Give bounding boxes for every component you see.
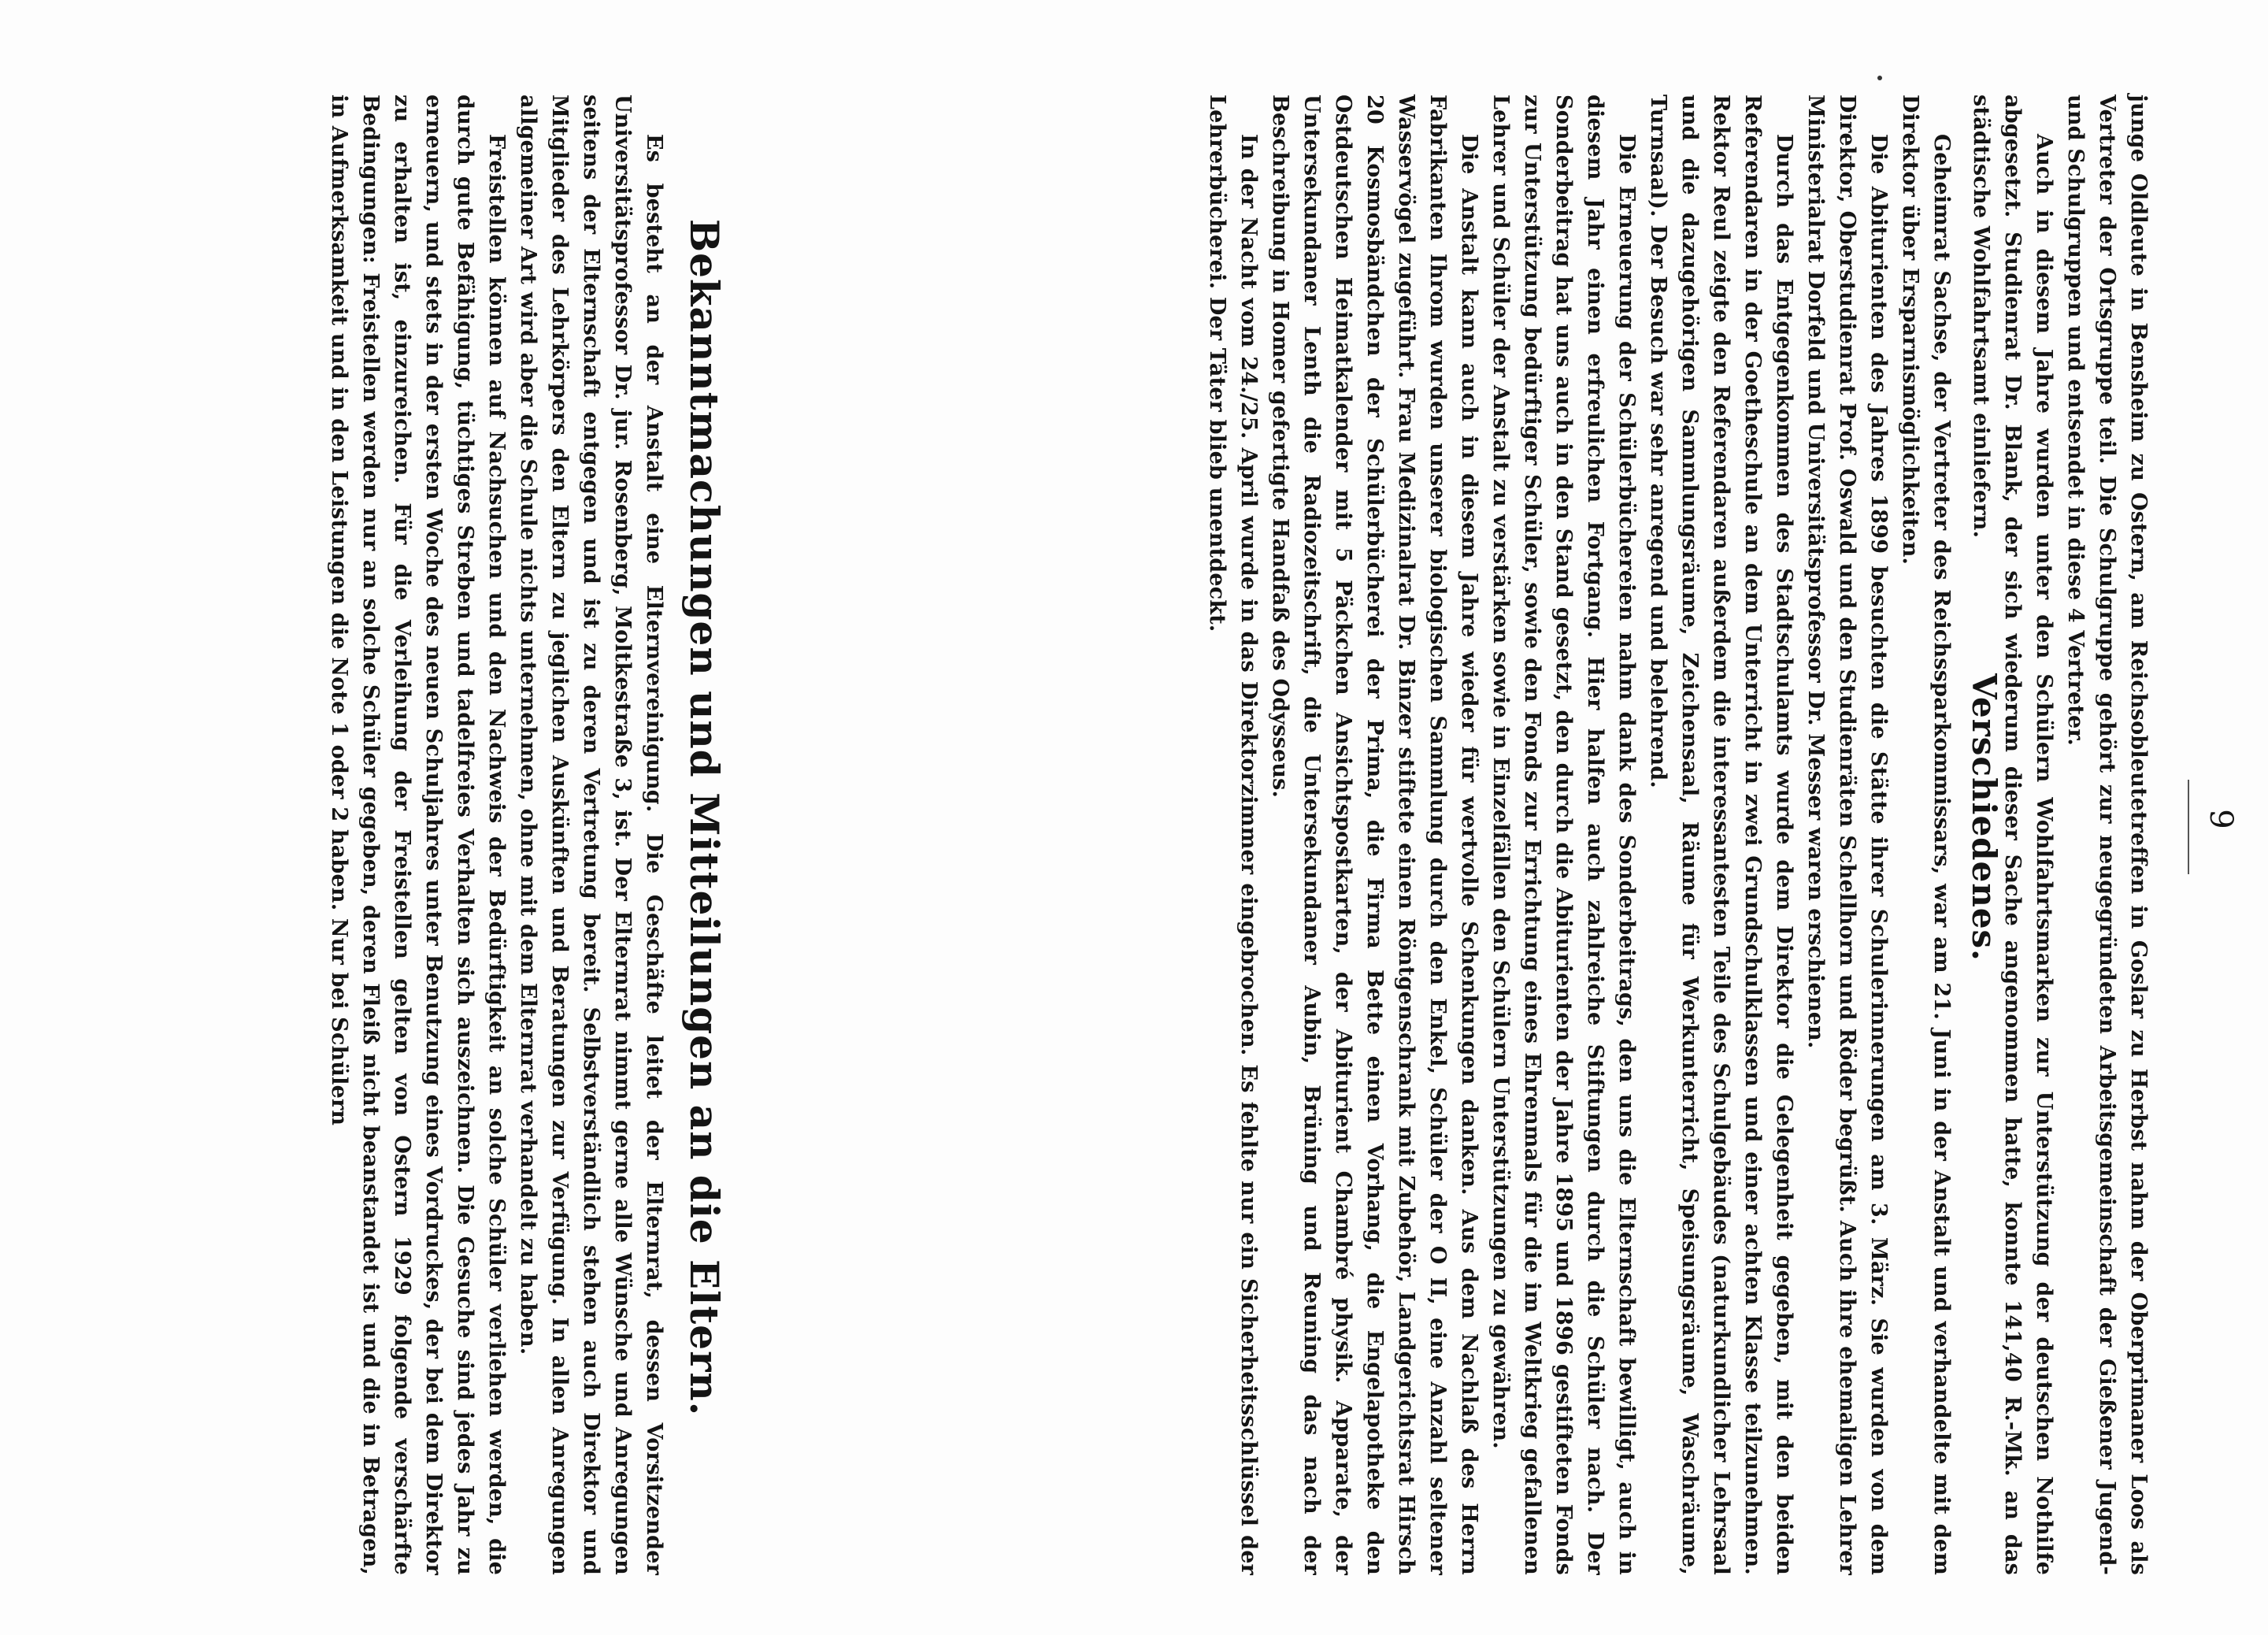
page-number: 9 bbox=[2203, 809, 2239, 829]
paragraph-stadtschulamt: Durch das Entgegenkommen des Stadtschulamts wurde dem Direktor die Gelegenheit gegeben, mit den beiden Referendaren in der Goetheschule an dem Unterricht in zwei Grundschulklassen und einer achten Klasse teilzunehmen. Rektor Reul zeigte den Referendaren außerdem die interessantesten Teile des Schulgebäudes (naturkundlicher Lehrsaal und die dazugehörigen Sammlungsräume, Zeichensaal, Räume für Werkunterricht, Speisungsräume, Waschräume, Turnsaal). Der Besuch war sehr anregend und belehrend. bbox=[1646, 95, 1796, 1575]
print-speck bbox=[1877, 76, 1882, 80]
page-number-rule bbox=[2188, 780, 2189, 874]
section-title-bekanntmachungen: Bekanntmachungen und Mitteilungen an die Eltern. bbox=[681, 218, 728, 1417]
section-verschiedenes bbox=[1201, 95, 1957, 1575]
intro-paragraph: junge Oldleute in Bensheim zu Ostern, am Reichsobleutetreffen in Goslar zu Herbst nahm der Oberprimaner Loos als Vertreter der Ortsgruppe teil. Die Schulgruppe gehört zur neugegründeten Arbeitsgemeinschaft der Gießener Jugend- und Schulgruppen und entsendet in diese 4 Vertreter. bbox=[2063, 95, 2151, 1575]
paragraph-schenkungen: Die Anstalt kann auch in diesem Jahre wieder für wertvolle Schenkungen danken. Aus dem Nachlaß des Herrn Fabrikanten Ihrom wurden unserer biologischen Sammlung durch den Enkel, Schüler der O II, eine Anzahl seltener Wasservögel zugeführt. Frau Medizinalrat Dr. Binzer stiftete einen Röntgenschrank mit Zubehör, Landgerichtsrat Hirsch 20 Kosmosbändchen der Schülerbücherei der Prima, die Firma Bette einen Vorhang, die Engelapotheke den Ostdeutschen Heimatkalender mit 5 Päckchen Ansichtspostkarten, der Abiturient Chambré physik. Apparate, der Untersekundaner Lenth die Radiozeitschrift, die Untersekundaner Aubin, Brüning und Reuning das nach der Beschreibung in Homer gefertigte Handfaß des Odysseus. bbox=[1268, 95, 1481, 1575]
intro-paragraph-welfare: Auch in diesem Jahre wurden unter den Schülern Wohlfahrtsmarken zur Unterstützung der deutschen Nothilfe abgesetzt. Studienrat Dr. Blank, der sich wiederum dieser Sache angenommen hatte, konnte 141,40 R.-Mk. an das städtische Wohlfahrtsamt einliefern. bbox=[1969, 95, 2056, 1575]
paragraph-schuelerbuechereien: Die Erneuerung der Schülerbüchereien nahm dank des Sonderbeitrags, den uns die Elternschaft bewilligt, auch in diesem Jahr einen erfreulichen Fortgang. Hier halfen auch zahlreiche Stiftungen durch die Schüler nach. Der Sonderbeitrag hat uns auch in den Stand gesetzt, den durch die Abiturienten der Jahre 1895 und 1896 gestifteten Fonds zur Unterstützung bedürftiger Schüler, sowie den Fonds zur Errichtung eines Ehrenmals für die im Weltkrieg gefallenen Lehrer und Schüler der Anstalt zu verstärken sowie in Einzelfällen den Schülern Unterstützungen zu gewähren. bbox=[1488, 95, 1639, 1575]
paragraph-elternvereinigung: Es besteht an der Anstalt eine Elternvereinigung. Die Geschäfte leitet der Elternrat, dessen Vorsitzender Universitätsprofessor Dr. jur. Rosenberg, Moltkestraße 3, ist. Der Elternrat nimmt gerne alle Wünsche und Anregungen seitens der Elternschaft entgegen und ist zu deren Vertretung bereit. Selbstverständlich stehen auch Direktor und Mitglieder des Lehrkörpers den Eltern zu jeglichen Auskünften und Beratungen zur Verfügung. In allen Anregungen allgemeiner Art wird aber die Schule nichts unternehmen, ohne mit dem Elternrat verhandelt zu haben. bbox=[516, 95, 666, 1575]
paragraph-abiturienten: Die Abiturienten des Jahres 1899 besuchten die Stätte ihrer Schulerinnerungen am 3. März. Sie wurden von dem Direktor, Oberstudienrat Prof. Oswald und den Studienräten Schellhorn und Röder begrüßt. Auch ihre ehemaligen Lehrer Ministerialrat Dorfeld und Universitätsprofessor Dr. Messer waren erschienen. bbox=[1803, 95, 1891, 1575]
paragraph-sparkommissar: Geheimrat Sachse, der Vertreter des Reichssparkommissars, war am 21. Juni in der Anstalt und verhandelte mit dem Direktor über Ersparnismöglichkeiten. bbox=[1898, 95, 1954, 1575]
section-title-verschiedenes: Verschiedenes. bbox=[1965, 673, 2003, 962]
section-bekanntmachungen bbox=[323, 95, 669, 1575]
paragraph-freistellen: Freistellen können auf Nachsuchen und den Nachweis der Bedürftigkeit an solche Schüler verliehen werden, die durch gute Befähigung, tüchtiges Streben und tadelfreies Verhalten sich auszeichnen. Die Gesuche sind jedes Jahr zu erneuern, und stets in der ersten Woche des neuen Schuljahres unter Benutzung eines Vordruckes, der bei dem Direktor zu erhalten ist, einzureichen. Für die Verleihung der Freistellen gelten von Ostern 1929 folgende verschärfte Bedingungen: Freistellen werden nur an solche Schüler gegeben, deren Fleiß nicht beanstandet ist und die in Betragen, in Aufmerksamkeit und in den Leistungen die Note 1 oder 2 haben. Nur bei Schülern bbox=[327, 95, 509, 1575]
paragraph-einbruch: In der Nacht vom 24./25. April wurde in das Direktorzimmer eingebrochen. Es fehlte nur ein Sicherheitsschlüssel der Lehrerbücherei. Der Täter blieb unentdeckt. bbox=[1205, 95, 1261, 1575]
